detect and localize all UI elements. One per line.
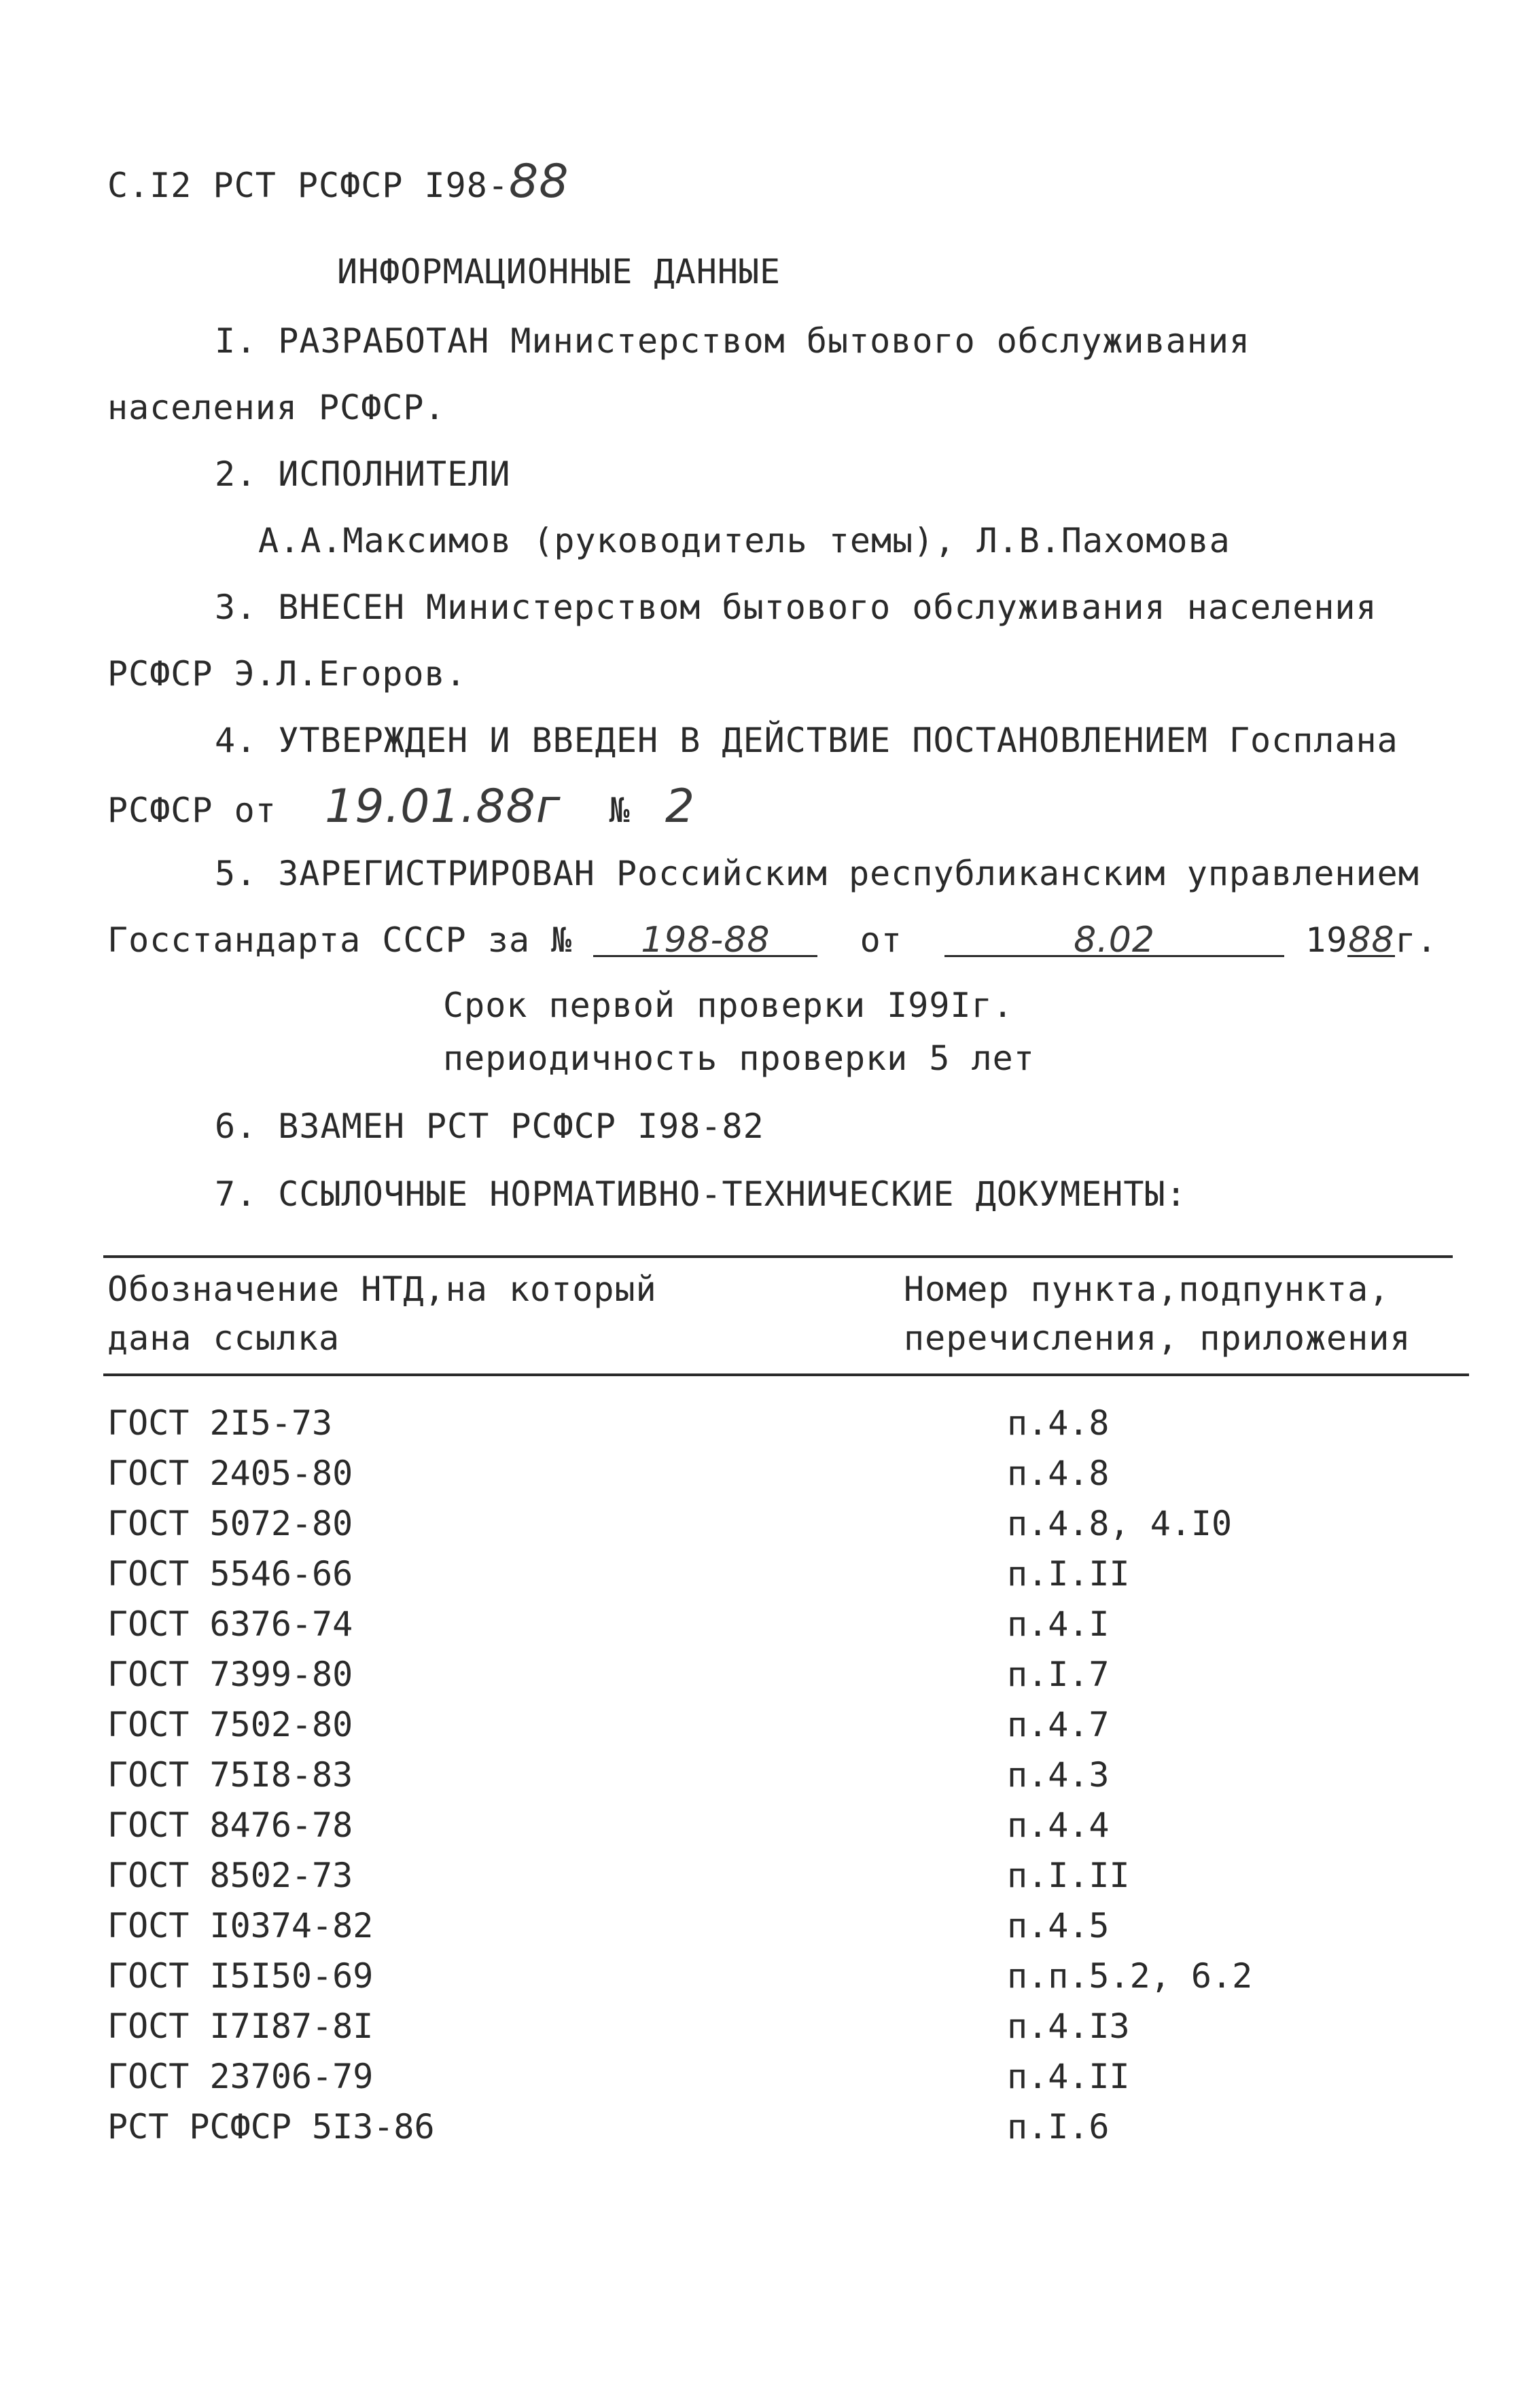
item-2-line-2: А.А.Максимов (руководитель темы), Л.В.Пахомова bbox=[258, 521, 1231, 560]
clause-reference: п.4.3 bbox=[1007, 1755, 1110, 1795]
table-row bbox=[0, 1649, 1520, 1700]
table-row bbox=[0, 1951, 1520, 2001]
ntd-designation: ГОСТ 75I8-83 bbox=[107, 1755, 353, 1795]
table-row bbox=[0, 1800, 1520, 1850]
item-4-line-2 bbox=[107, 780, 696, 833]
table-row bbox=[0, 1549, 1520, 1599]
table-row bbox=[0, 2102, 1520, 2152]
ntd-designation: ГОСТ 8476-78 bbox=[107, 1805, 353, 1845]
ntd-designation: ГОСТ 2405-80 bbox=[107, 1454, 353, 1493]
table-row bbox=[0, 1901, 1520, 1951]
ntd-designation: РСТ РСФСР 5I3-86 bbox=[107, 2107, 435, 2146]
clause-reference: п.4.8 bbox=[1007, 1403, 1110, 1443]
item-5-line-2 bbox=[107, 920, 1438, 960]
item-1-line-2: населения РСФСР. bbox=[107, 388, 446, 427]
ntd-designation: ГОСТ 23706-79 bbox=[107, 2057, 374, 2096]
clause-reference: п.4.4 bbox=[1007, 1805, 1110, 1845]
handwritten-approval-number: 2 bbox=[665, 780, 696, 833]
item-7: 7. ССЫЛОЧНЫЕ НОРМАТИВНО-ТЕХНИЧЕСКИЕ ДОКУМЕНТЫ: bbox=[215, 1174, 1187, 1214]
table-header-rule bbox=[103, 1373, 1469, 1376]
clause-reference: п.4.8 bbox=[1007, 1454, 1110, 1493]
clause-reference: п.4.II bbox=[1007, 2057, 1130, 2096]
table-header-col2-line-1: Номер пункта,подпункта, bbox=[904, 1270, 1390, 1309]
clause-reference: п.I.II bbox=[1007, 1554, 1130, 1594]
item-2-line-1: 2. ИСПОЛНИТЕЛИ bbox=[215, 454, 511, 494]
item-3-line-2: РСФСР Э.Л.Егоров. bbox=[107, 654, 467, 694]
clause-reference: п.I.6 bbox=[1007, 2107, 1110, 2146]
table-header-col1-line-2: дана ссылка bbox=[107, 1318, 340, 1358]
table-row bbox=[0, 1498, 1520, 1549]
ntd-designation: ГОСТ 5072-80 bbox=[107, 1504, 353, 1543]
handwritten-registration-number: 198-88 bbox=[641, 920, 771, 960]
clause-reference: п.4.7 bbox=[1007, 1705, 1110, 1744]
clause-reference: п.4.I3 bbox=[1007, 2007, 1130, 2046]
handwritten-year: 88 bbox=[508, 155, 569, 209]
item-4-line-1: 4. УТВЕРЖДЕН И ВВЕДЕН В ДЕЙСТВИЕ ПОСТАНОВЛЕНИЕМ Госплана bbox=[215, 721, 1398, 760]
page-ref: С.I2 РСТ РСФСР I98- bbox=[107, 166, 509, 205]
table-row bbox=[0, 1700, 1520, 1750]
clause-reference: п.4.8, 4.I0 bbox=[1007, 1504, 1233, 1543]
clause-reference: п.I.7 bbox=[1007, 1655, 1110, 1694]
item-4-prefix: РСФСР от bbox=[107, 791, 277, 830]
document-title: ИНФОРМАЦИОННЫЕ ДАННЫЕ bbox=[337, 252, 781, 291]
clause-reference: п.4.5 bbox=[1007, 1906, 1110, 1945]
year-suffix: г. bbox=[1395, 920, 1438, 960]
ntd-designation: ГОСТ 6376-74 bbox=[107, 1604, 353, 1644]
from-label: от bbox=[860, 920, 902, 960]
registration-date-field bbox=[944, 920, 1284, 960]
table-row bbox=[0, 2001, 1520, 2051]
ntd-designation: ГОСТ 7502-80 bbox=[107, 1705, 353, 1744]
clause-reference: п.п.5.2, 6.2 bbox=[1007, 1956, 1253, 1996]
item-3-line-1: 3. ВНЕСЕН Министерством бытового обслуживания населения bbox=[215, 588, 1377, 627]
handwritten-registration-year: 88 bbox=[1348, 920, 1395, 960]
registration-number-field bbox=[593, 920, 817, 960]
ntd-designation: ГОСТ 5546-66 bbox=[107, 1554, 353, 1594]
registration-year-field bbox=[1347, 920, 1395, 960]
item-5-periodicity: периодичность проверки 5 лет bbox=[443, 1039, 1035, 1078]
table-row bbox=[0, 1850, 1520, 1901]
table-header-col2-line-2: перечисления, приложения bbox=[904, 1318, 1411, 1358]
table-row bbox=[0, 2051, 1520, 2102]
handwritten-registration-date: 8.02 bbox=[1074, 920, 1155, 960]
ntd-designation: ГОСТ I5I50-69 bbox=[107, 1956, 374, 1996]
handwritten-approval-date: 19.01.88г bbox=[324, 780, 561, 833]
item-5-first-check: Срок первой проверки I99Iг. bbox=[443, 986, 1014, 1025]
item-5-line-1: 5. ЗАРЕГИСТРИРОВАН Российским республиканским управлением bbox=[215, 854, 1419, 893]
ntd-designation: ГОСТ 7399-80 bbox=[107, 1655, 353, 1694]
ntd-designation: ГОСТ 8502-73 bbox=[107, 1856, 353, 1895]
table-row bbox=[0, 1398, 1520, 1448]
table-row bbox=[0, 1599, 1520, 1649]
table-header-col1-line-1: Обозначение НТД,на который bbox=[107, 1270, 657, 1309]
page-header bbox=[107, 155, 569, 209]
ntd-designation: ГОСТ I0374-82 bbox=[107, 1906, 374, 1945]
ntd-designation: ГОСТ 2I5-73 bbox=[107, 1403, 333, 1443]
item-1-line-1: I. РАЗРАБОТАН Министерством бытового обслуживания bbox=[215, 321, 1251, 361]
table-top-rule bbox=[103, 1255, 1453, 1258]
table-row bbox=[0, 1448, 1520, 1498]
clause-reference: п.I.II bbox=[1007, 1856, 1130, 1895]
year-prefix: 19 bbox=[1305, 920, 1348, 960]
item-6: 6. ВЗАМЕН РСТ РСФСР I98-82 bbox=[215, 1107, 764, 1146]
item-5-prefix: Госстандарта СССР за № bbox=[107, 920, 573, 960]
number-sign: № bbox=[609, 791, 631, 830]
table-row bbox=[0, 1750, 1520, 1800]
ntd-designation: ГОСТ I7I87-8I bbox=[107, 2007, 374, 2046]
clause-reference: п.4.I bbox=[1007, 1604, 1110, 1644]
